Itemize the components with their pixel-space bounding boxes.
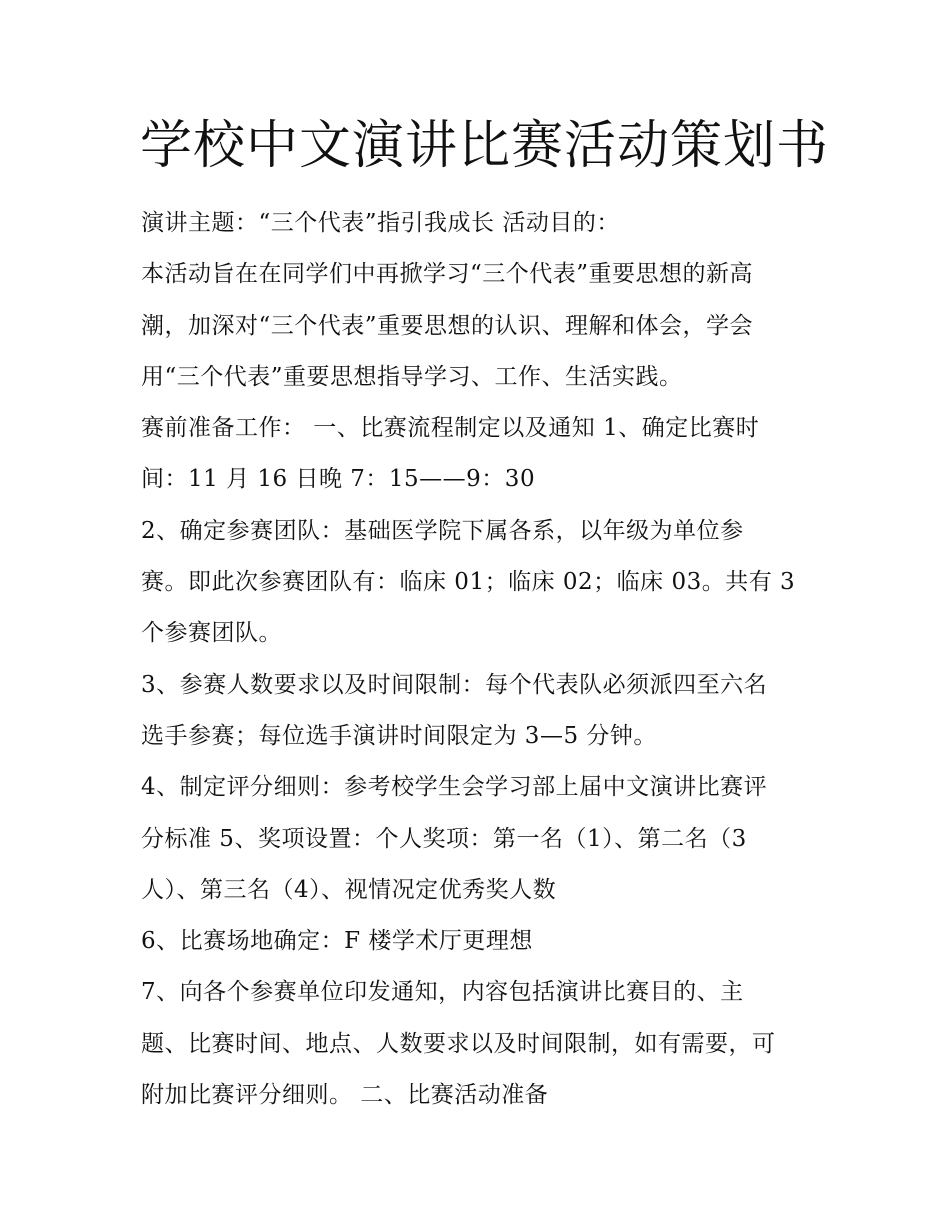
- body-line: 题、比赛时间、地点、人数要求以及时间限制，如有需要，可: [141, 1030, 776, 1057]
- body-line: 用“三个代表”重要思想指导学习、工作、生活实践。: [141, 363, 683, 390]
- body-line: 3、参赛人数要求以及时间限制：每个代表队必须派四至六名: [141, 671, 768, 698]
- body-line: 赛。即此次参赛团队有：临床 01；临床 02；临床 03。共有 3: [141, 569, 796, 596]
- body-line: 选手参赛；每位选手演讲时间限定为 3—5 分钟。: [141, 722, 657, 749]
- body-line: 4、制定评分细则：参考校学生会学习部上届中文演讲比赛评: [141, 774, 768, 801]
- body-line: 本活动旨在在同学们中再掀学习“三个代表”重要思想的新高: [141, 261, 754, 288]
- body-line: 分标准 5、奖项设置：个人奖项：第一名（1）、第二名（3: [141, 825, 747, 852]
- body-line: 潮，加深对“三个代表”重要思想的认识、理解和体会，学会: [141, 312, 754, 339]
- body-line: 2、确定参赛团队：基础医学院下属各系，以年级为单位参: [141, 517, 744, 544]
- body-line: 个参赛团队。: [141, 620, 282, 647]
- body-line: 6、比赛场地确定：F 楼学术厅更理想: [141, 928, 533, 955]
- document-body: [141, 198, 821, 1121]
- document-title: 学校中文演讲比赛活动策划书: [140, 116, 830, 176]
- body-line: 7、向各个参赛单位印发通知，内容包括演讲比赛目的、主: [141, 979, 744, 1006]
- body-line: 人）、第三名（4）、视情况定优秀奖人数: [141, 876, 557, 903]
- body-line: 附加比赛评分细则。 二、比赛活动准备: [141, 1082, 549, 1109]
- body-line: 赛前准备工作： 一、比赛流程制定以及通知 1、确定比赛时: [141, 415, 760, 442]
- body-line: 间：11 月 16 日晚 7：15——9：30: [141, 466, 536, 493]
- body-line: 演讲主题：“三个代表”指引我成长 活动目的：: [141, 210, 620, 236]
